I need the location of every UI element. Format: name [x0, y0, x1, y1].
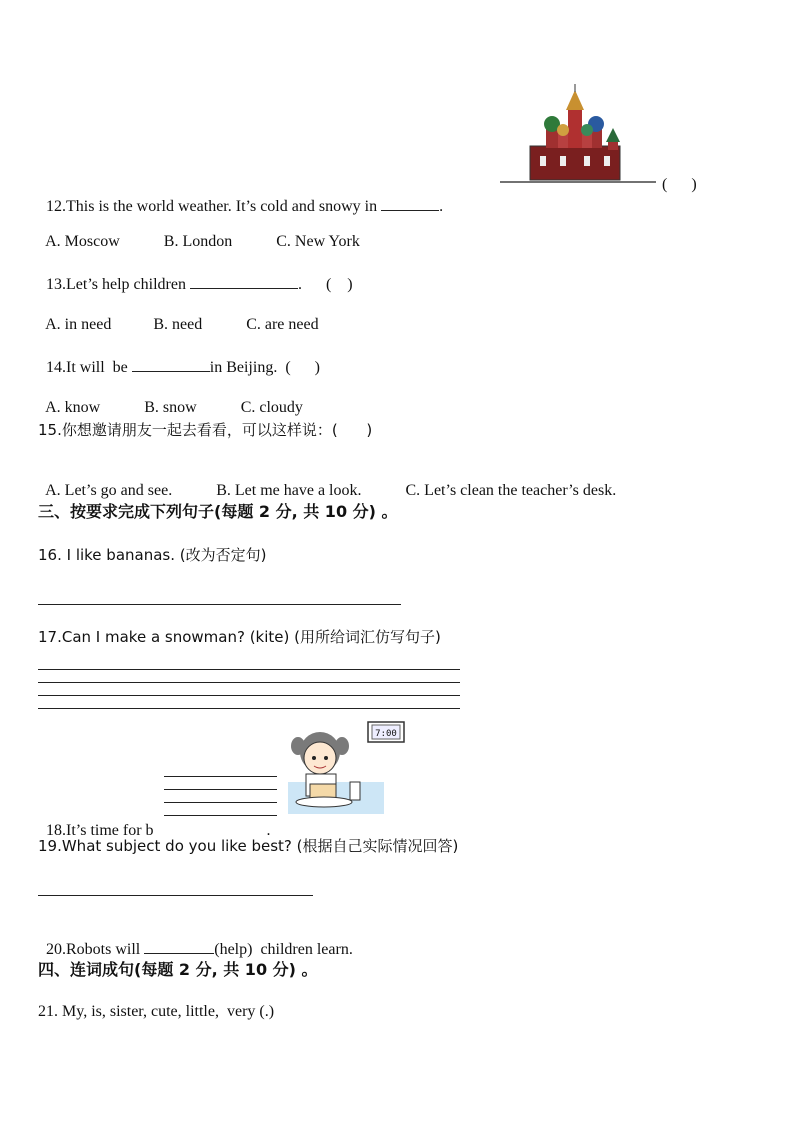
question-14-end: in Beijing. ( ): [209, 359, 320, 376]
question-18-end: .: [266, 822, 271, 839]
option-c: C. cloudy: [240, 399, 303, 416]
option-a: A. Let’s go and see.: [45, 482, 173, 499]
option-b: B. need: [153, 316, 203, 333]
question-20-end: (help) children learn.: [214, 941, 353, 958]
option-a: A. know: [45, 399, 101, 416]
option-b: B. snow: [144, 399, 197, 416]
answer-line-18[interactable]: [164, 776, 277, 777]
option-b: B. London: [163, 233, 233, 250]
question-14-stem: 14.It will be: [46, 359, 132, 376]
girl-breakfast-image: [286, 720, 408, 816]
answer-line-17[interactable]: [38, 708, 460, 709]
section-4-heading: 四、连词成句(每题 2 分, 共 10 分) 。: [38, 960, 318, 979]
answer-line-17[interactable]: [38, 669, 460, 670]
clock-time: 7:00: [375, 729, 397, 739]
question-12-end: .: [439, 198, 444, 215]
section-3-heading: 三、按要求完成下列句子(每题 2 分, 共 10 分) 。: [38, 502, 398, 521]
answer-blank-12[interactable]: [381, 196, 439, 211]
question-12-paren: ( ): [662, 176, 697, 193]
question-20-stem: 20.Robots will: [46, 941, 145, 958]
question-13: [38, 254, 353, 295]
answer-blank-14[interactable]: [132, 357, 210, 372]
question-20: [38, 919, 353, 960]
question-12-stem: 12.This is the world weather. It’s cold and snowy in: [46, 198, 382, 215]
option-c: C. New York: [276, 233, 360, 250]
answer-line-17[interactable]: [38, 695, 460, 696]
question-16: 16. I like bananas. (改为否定句): [38, 546, 267, 564]
question-18: [38, 801, 271, 841]
question-14-options: [38, 378, 303, 418]
answer-blank-13[interactable]: [190, 274, 298, 289]
question-13-end: . ( ): [297, 276, 353, 293]
option-a: A. Moscow: [45, 233, 120, 250]
question-15-options: [38, 461, 616, 501]
answer-line-18[interactable]: [164, 789, 277, 790]
answer-blank-20[interactable]: [144, 939, 214, 954]
answer-line-17[interactable]: [38, 682, 460, 683]
answer-line-16[interactable]: [38, 604, 401, 605]
question-17: 17.Can I make a snowman? (kite) (用所给词汇仿写句子): [38, 628, 441, 646]
question-13-options: [38, 295, 319, 335]
question-15: 15.你想邀请朋友一起去看看，可以这样说：( ): [38, 421, 373, 439]
question-12-options: [38, 212, 360, 252]
answer-line-19[interactable]: [38, 895, 313, 896]
option-c: C. are need: [246, 316, 319, 333]
moscow-castle-image: [500, 84, 656, 184]
question-19: 19.What subject do you like best? (根据自己实际情况回答): [38, 837, 459, 855]
question-14: [38, 337, 320, 378]
option-a: A. in need: [45, 316, 112, 333]
option-b: B. Let me have a look.: [216, 482, 362, 499]
question-13-stem: 13.Let’s help children: [46, 276, 190, 293]
question-12: [38, 176, 443, 217]
option-c: C. Let’s clean the teacher’s desk.: [405, 482, 617, 499]
question-18-stem: 18.It’s time for b: [46, 822, 154, 839]
question-21: 21. My, is, sister, cute, little, very (.): [38, 1003, 275, 1020]
